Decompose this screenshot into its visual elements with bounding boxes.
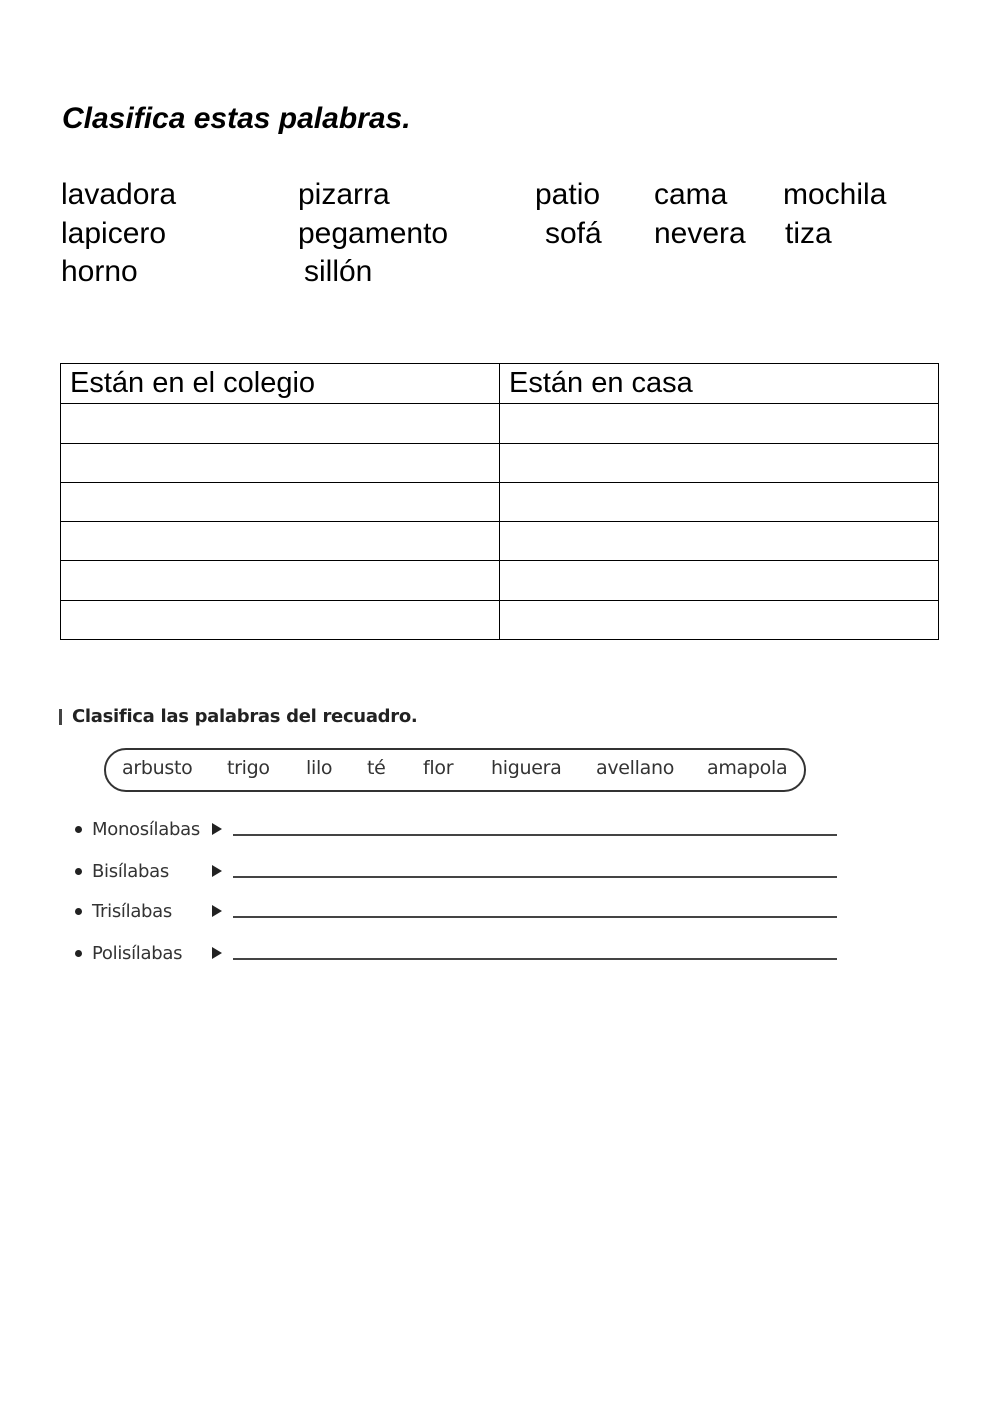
column-header-casa: Están en casa xyxy=(500,364,939,404)
box-word: amapola xyxy=(707,757,788,779)
box-word: avellano xyxy=(596,757,675,779)
table-row xyxy=(61,522,939,561)
answer-cell[interactable] xyxy=(500,600,939,639)
arrow-right-icon xyxy=(212,905,222,917)
classification-table xyxy=(60,363,939,640)
bullet-icon xyxy=(75,826,82,833)
word-item: cama xyxy=(654,178,728,211)
arrow-right-icon xyxy=(212,865,222,877)
word-box xyxy=(104,748,806,792)
box-word: arbusto xyxy=(122,757,193,779)
table-row xyxy=(61,600,939,639)
answer-cell[interactable] xyxy=(500,482,939,521)
box-word: flor xyxy=(423,757,454,779)
word-item: horno xyxy=(61,255,138,288)
answer-cell[interactable] xyxy=(500,561,939,600)
answer-line[interactable] xyxy=(233,876,837,878)
category-label: Polisílabas xyxy=(92,943,183,964)
answer-cell[interactable] xyxy=(61,522,500,561)
answer-cell[interactable] xyxy=(500,443,939,482)
word-item: lavadora xyxy=(61,178,177,211)
box-word: lilo xyxy=(306,757,333,779)
table-row xyxy=(61,561,939,600)
category-label: Trisílabas xyxy=(92,901,172,922)
bullet-icon xyxy=(75,950,82,957)
column-header-colegio: Están en el colegio xyxy=(61,364,500,404)
word-item: pegamento xyxy=(298,217,449,250)
answer-cell[interactable] xyxy=(500,404,939,443)
word-item: sofá xyxy=(545,217,602,250)
exercise-marker xyxy=(59,709,62,725)
box-word: trigo xyxy=(227,757,270,779)
answer-cell[interactable] xyxy=(500,522,939,561)
word-item: nevera xyxy=(654,217,746,250)
category-label: Bisílabas xyxy=(92,861,169,882)
word-item: sillón xyxy=(304,255,373,288)
box-word: higuera xyxy=(491,757,562,779)
word-item: mochila xyxy=(783,178,887,211)
word-item: lapicero xyxy=(61,217,167,250)
word-item: tiza xyxy=(785,217,832,250)
arrow-right-icon xyxy=(212,823,222,835)
word-item: patio xyxy=(535,178,601,211)
box-word: té xyxy=(367,757,386,779)
table-row xyxy=(61,482,939,521)
table-row xyxy=(61,443,939,482)
table-header-row xyxy=(61,364,939,404)
answer-line[interactable] xyxy=(233,834,837,836)
answer-cell[interactable] xyxy=(61,561,500,600)
category-label: Monosílabas xyxy=(92,819,200,840)
word-item: pizarra xyxy=(298,178,390,211)
bullet-icon xyxy=(75,908,82,915)
arrow-right-icon xyxy=(212,947,222,959)
answer-line[interactable] xyxy=(233,916,837,918)
table-row xyxy=(61,404,939,443)
answer-cell[interactable] xyxy=(61,482,500,521)
answer-cell[interactable] xyxy=(61,443,500,482)
answer-cell[interactable] xyxy=(61,404,500,443)
exercise1-title: Clasifica estas palabras. xyxy=(62,102,411,135)
answer-cell[interactable] xyxy=(61,600,500,639)
exercise2-title: Clasifica las palabras del recuadro. xyxy=(72,706,418,727)
bullet-icon xyxy=(75,868,82,875)
answer-line[interactable] xyxy=(233,958,837,960)
